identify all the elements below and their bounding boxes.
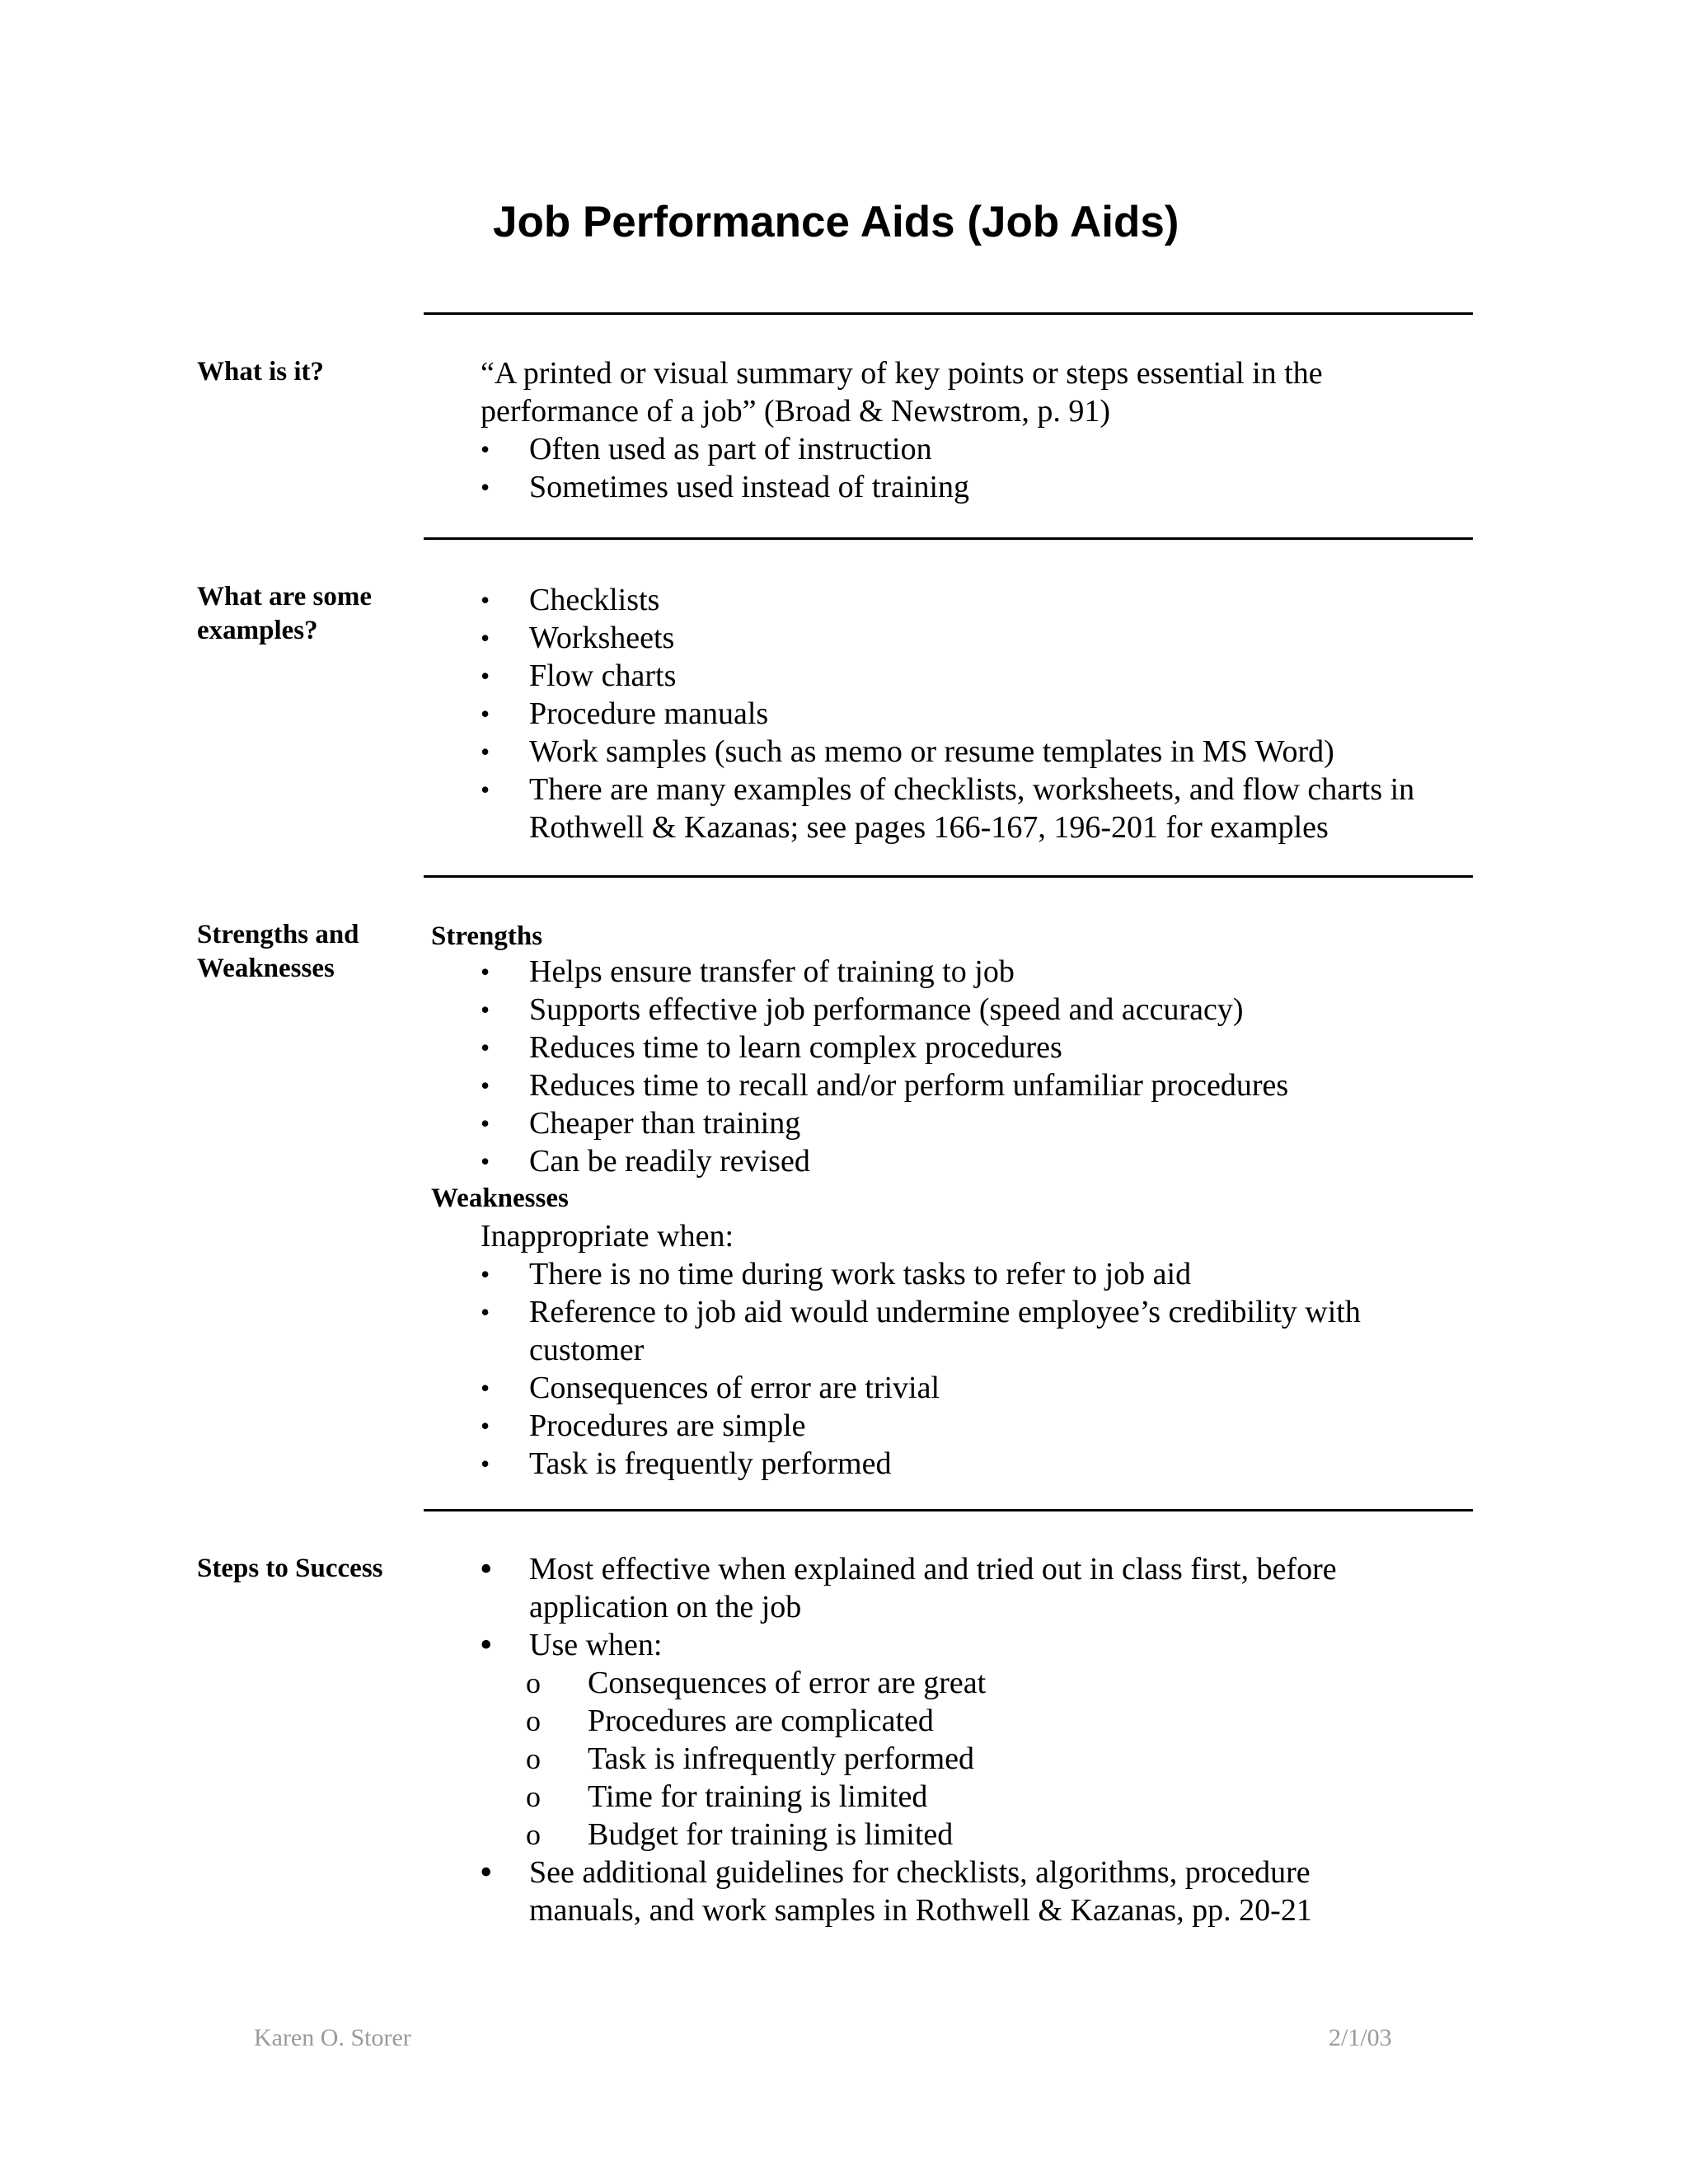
list-item: There are many examples of checklists, worksheets, and flow charts in [529, 772, 1415, 807]
sub-list-item: Consequences of error are great [588, 1666, 987, 1700]
bullet-glyph: • [480, 1624, 493, 1665]
bullet-glyph: • [481, 1449, 490, 1479]
list-item: Checklists [529, 583, 660, 617]
list-item: Helps ensure transfer of training to job [529, 954, 1015, 989]
circle-bullet-glyph: o [526, 1704, 541, 1737]
list-item: Most effective when explained and tried out in class first, before [529, 1552, 1337, 1586]
list-item: Reduces time to recall and/or perform unfamiliar procedures [529, 1068, 1289, 1103]
sub-list-item: Budget for training is limited [588, 1817, 954, 1852]
bullet-glyph: • [481, 1071, 490, 1100]
section-label: examples? [197, 616, 318, 645]
circle-bullet-glyph: o [526, 1818, 541, 1851]
bullet-glyph: • [481, 472, 490, 502]
bullet-glyph: • [481, 1146, 490, 1176]
bullet-glyph: • [481, 1259, 490, 1289]
section-label: Strengths and [197, 920, 359, 949]
list-item-continuation: Rothwell & Kazanas; see pages 166-167, 196-201 for examples [529, 810, 1329, 845]
list-item: Flow charts [529, 658, 677, 693]
bullet-glyph: • [481, 1033, 490, 1062]
bullet-glyph: • [481, 775, 490, 804]
divider [424, 1509, 1473, 1511]
bullet-glyph: • [480, 1852, 493, 1892]
list-item: Often used as part of instruction [529, 432, 932, 466]
bullet-glyph: • [481, 585, 490, 615]
list-item: Procedures are simple [529, 1408, 806, 1443]
bullet-glyph: • [481, 434, 490, 464]
list-item-continuation: application on the job [529, 1590, 802, 1624]
section-label: Weaknesses [197, 954, 335, 983]
list-item-continuation: customer [529, 1333, 645, 1367]
definition-line: “A printed or visual summary of key points or steps essential in the [481, 356, 1323, 391]
list-item-continuation: manuals, and work samples in Rothwell & Kazanas, pp. 20-21 [529, 1893, 1312, 1928]
list-item: There is no time during work tasks to refer to job aid [529, 1257, 1192, 1291]
bullet-glyph: • [481, 699, 490, 729]
bullet-glyph: • [481, 957, 490, 987]
bullet-glyph: • [481, 1411, 490, 1441]
bullet-glyph: • [481, 1108, 490, 1138]
section-label: What is it? [197, 357, 325, 387]
bullet-glyph: • [481, 661, 490, 691]
divider [424, 537, 1473, 540]
definition-line: performance of a job” (Broad & Newstrom, p. 91) [481, 394, 1110, 429]
bullet-glyph: • [481, 623, 490, 653]
list-item: Can be readily revised [529, 1144, 810, 1179]
list-item: Procedure manuals [529, 696, 769, 731]
divider [424, 875, 1473, 878]
list-item: Consequences of error are trivial [529, 1371, 940, 1405]
bullet-glyph: • [481, 1297, 490, 1327]
sub-list-item: Task is infrequently performed [588, 1741, 975, 1776]
page-title: Job Performance Aids (Job Aids) [493, 198, 1179, 246]
list-item: Sometimes used instead of training [529, 470, 970, 504]
circle-bullet-glyph: o [526, 1780, 541, 1813]
divider [424, 312, 1473, 315]
section-label: What are some [197, 582, 373, 612]
bullet-glyph: • [481, 995, 490, 1024]
bullet-glyph: • [481, 1373, 490, 1403]
strengths-heading: Strengths [431, 921, 543, 951]
list-item: Cheaper than training [529, 1106, 801, 1141]
weaknesses-intro: Inappropriate when: [481, 1219, 734, 1254]
list-item: Supports effective job performance (speed and accuracy) [529, 992, 1244, 1027]
bullet-glyph: • [481, 737, 490, 766]
section-label: Steps to Success [197, 1554, 383, 1583]
circle-bullet-glyph: o [526, 1666, 541, 1699]
list-item: Task is frequently performed [529, 1446, 892, 1481]
bullet-glyph: • [480, 1549, 493, 1589]
footer-author: Karen O. Storer [254, 2024, 411, 2051]
list-item: Reference to job aid would undermine employee’s credibility with [529, 1295, 1361, 1329]
list-item: Work samples (such as memo or resume templates in MS Word) [529, 734, 1334, 769]
list-item: Use when: [529, 1628, 663, 1662]
list-item: Reduces time to learn complex procedures [529, 1030, 1062, 1065]
sub-list-item: Time for training is limited [588, 1779, 928, 1814]
weaknesses-heading: Weaknesses [431, 1183, 569, 1213]
list-item: See additional guidelines for checklists, algorithms, procedure [529, 1855, 1311, 1890]
sub-list-item: Procedures are complicated [588, 1704, 934, 1738]
footer-date: 2/1/03 [1329, 2024, 1392, 2051]
circle-bullet-glyph: o [526, 1742, 541, 1775]
list-item: Worksheets [529, 621, 675, 655]
